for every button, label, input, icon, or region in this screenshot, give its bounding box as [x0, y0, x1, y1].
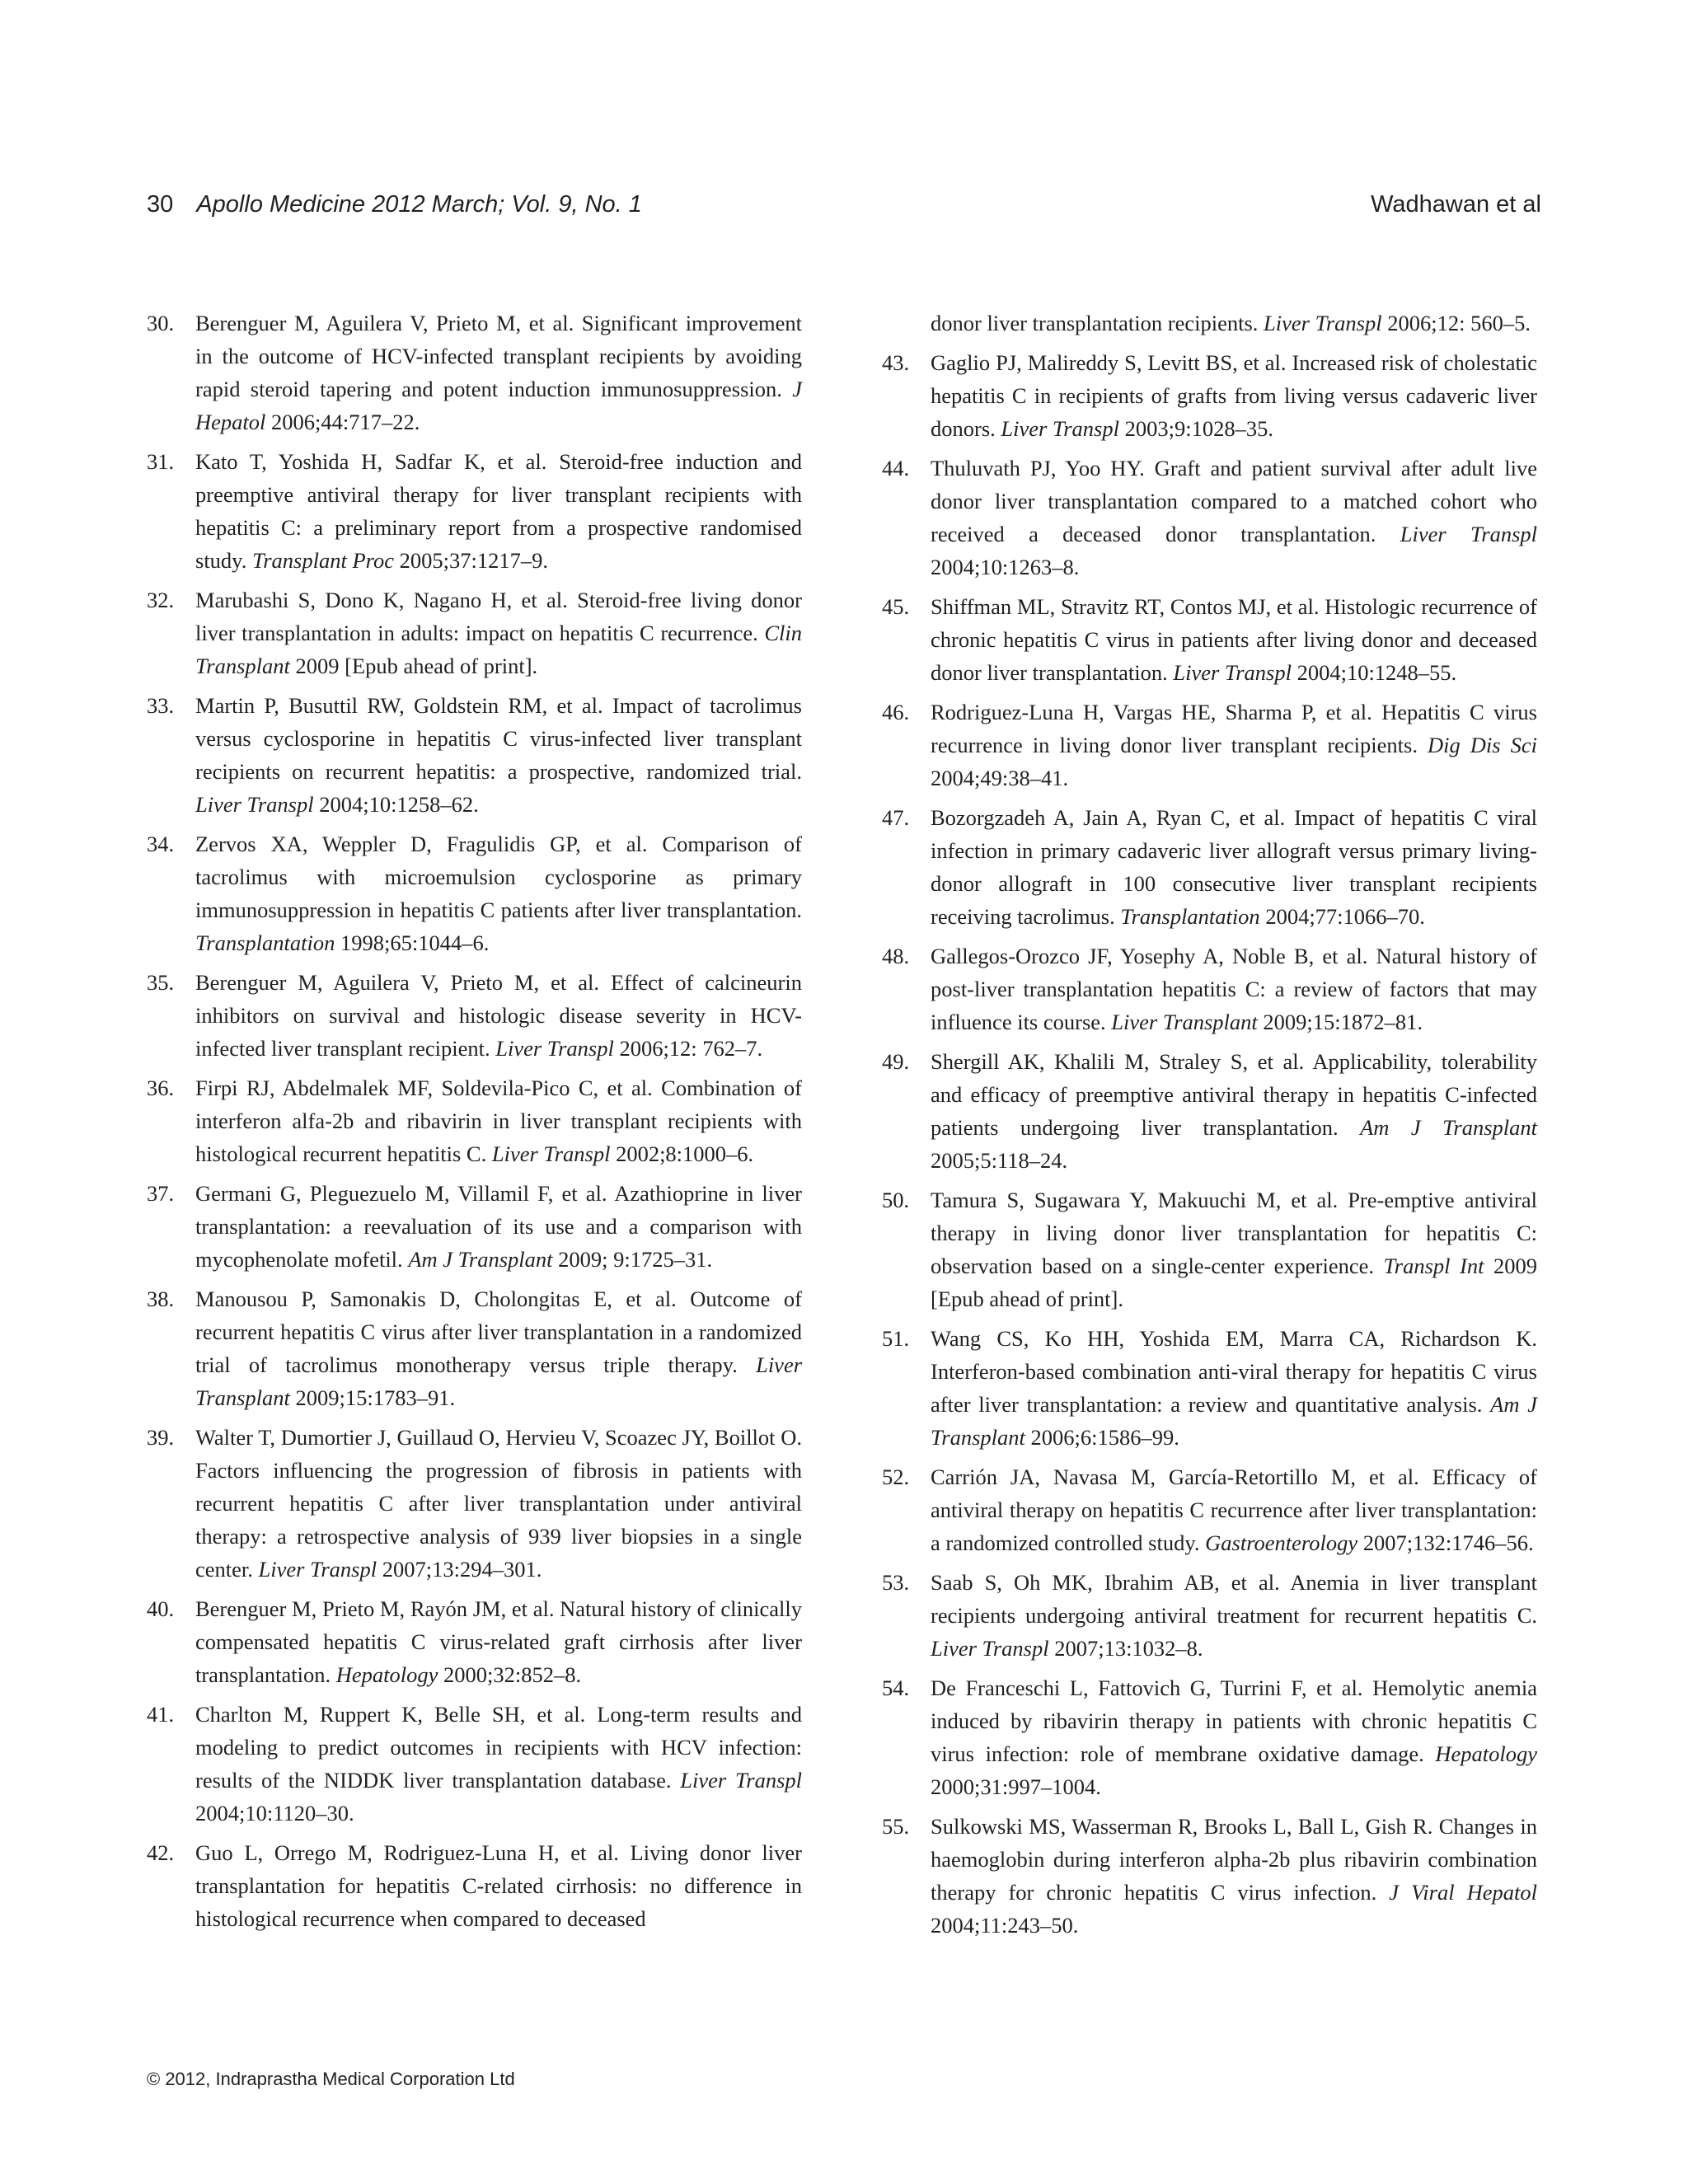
reference-text: Shergill AK, Khalili M, Straley S, et al. Applicability, tolerability and efficacy of preemptive antiviral therapy in hepatitis C-infected patients undergoing liver transplantation. — [931, 1049, 1537, 1140]
reference-text: Thuluvath PJ, Yoo HY. Graft and patient survival after adult live donor liver transplantation compared to a matched cohort who received a deceased donor transplantation. — [931, 456, 1537, 546]
reference-number: 32. — [147, 588, 175, 612]
reference-number: 46. — [882, 700, 910, 724]
reference-number: 51. — [882, 1326, 910, 1351]
reference-text: Shiffman ML, Stravitz RT, Contos MJ, et al. Histologic recurrence of chronic hepatitis C virus in patients after living donor and deceased donor liver transplantation. — [931, 594, 1537, 685]
reference-journal: Liver Transpl — [1400, 522, 1538, 546]
copyright-footer: © 2012, Indraprastha Medical Corporation Ltd — [147, 2069, 515, 2089]
reference-item — [882, 452, 1537, 583]
reference-citation: 2006;6:1586–99. — [1030, 1425, 1179, 1450]
reference-journal: Clin Transplant — [195, 621, 803, 678]
reference-text: donor liver transplantation recipients. — [931, 311, 1259, 335]
reference-journal: Dig Dis Sci — [1428, 733, 1538, 757]
reference-item — [882, 1460, 1537, 1559]
references-right-column — [882, 307, 1537, 1948]
reference-text: Rodriguez-Luna H, Vargas HE, Sharma P, et al. Hepatitis C virus recurrence in living donor liver transplant recipients. — [931, 700, 1537, 757]
reference-citation: 1998;65:1044–6. — [340, 930, 490, 955]
reference-text: Germani G, Pleguezuelo M, Villamil F, et al. Azathioprine in liver transplantation: a reevaluation of its use and a comparison with mycophenolate mofetil. — [195, 1181, 802, 1272]
reference-item — [882, 1810, 1537, 1942]
running-header-left — [147, 191, 642, 218]
reference-number: 33. — [147, 693, 175, 718]
reference-number: 55. — [882, 1814, 910, 1839]
reference-journal: Liver Transpl — [195, 792, 314, 817]
reference-number: 39. — [147, 1425, 175, 1450]
reference-journal: Liver Transpl — [1001, 416, 1119, 441]
reference-text: Carrión JA, Navasa M, García-Retortillo M, et al. Efficacy of antiviral therapy on hepatitis C recurrence after liver transplantation: a randomized controlled study. — [931, 1465, 1537, 1555]
reference-journal: Liver Transpl — [1264, 311, 1382, 335]
reference-journal: Transpl Int — [1383, 1254, 1484, 1278]
page-number: 30 — [147, 191, 174, 218]
reference-text: Martin P, Busuttil RW, Goldstein RM, et al. Impact of tacrolimus versus cyclosporine in hepatitis C virus-infected liver transplant recipients on recurrent hepatitis: a prospective, randomized trial. — [195, 693, 802, 784]
reference-text: Berenguer M, Prieto M, Rayón JM, et al. Natural history of clinically compensated hepatitis C virus-related graft cirrhosis after liver transplantation. — [195, 1596, 802, 1687]
reference-text: Wang CS, Ko HH, Yoshida EM, Marra CA, Richardson K. Interferon-based combination anti-viral therapy for hepatitis C virus after liver transplantation: a review and quantitative analysis. — [931, 1326, 1537, 1417]
reference-number: 42. — [147, 1840, 175, 1865]
reference-text: Sulkowski MS, Wasserman R, Brooks L, Ball L, Gish R. Changes in haemoglobin during interferon alpha-2b plus ribavirin combination therapy for chronic hepatitis C virus infection. — [931, 1814, 1537, 1905]
reference-number: 43. — [882, 350, 910, 375]
reference-continuation — [882, 307, 1537, 340]
reference-item — [882, 1566, 1537, 1665]
reference-journal: Gastroenterology — [1205, 1530, 1358, 1555]
reference-number: 47. — [882, 805, 910, 830]
reference-number: 50. — [882, 1188, 910, 1212]
reference-journal: Liver Transpl — [931, 1636, 1049, 1661]
reference-number: 37. — [147, 1181, 175, 1206]
reference-number: 36. — [147, 1076, 175, 1100]
reference-number: 41. — [147, 1702, 175, 1727]
reference-citation: 2004;10:1263–8. — [931, 555, 1080, 579]
reference-number: 54. — [882, 1675, 910, 1700]
reference-item — [882, 1045, 1537, 1177]
reference-number: 30. — [147, 311, 175, 335]
reference-item — [147, 1592, 802, 1691]
reference-number: 48. — [882, 944, 910, 968]
reference-text: Manousou P, Samonakis D, Cholongitas E, et al. Outcome of recurrent hepatitis C virus after liver transplantation in a randomized trial of tacrolimus monotherapy versus triple therapy. — [195, 1286, 802, 1377]
running-header-author: Wadhawan et al — [1371, 191, 1541, 218]
reference-item — [147, 1421, 802, 1586]
reference-item — [147, 1698, 802, 1830]
reference-citation: 2002;8:1000–6. — [616, 1141, 754, 1166]
reference-citation: 2009;15:1783–91. — [295, 1385, 456, 1410]
reference-journal: Liver Transpl — [680, 1768, 802, 1793]
reference-citation: 2004;77:1066–70. — [1265, 904, 1425, 929]
reference-number: 34. — [147, 832, 175, 856]
reference-citation: 2007;13:294–301. — [382, 1557, 542, 1582]
reference-number: 45. — [882, 594, 910, 619]
reference-item — [882, 590, 1537, 689]
journal-title: Apollo Medicine 2012 March; Vol. 9, No. 1 — [196, 191, 642, 218]
reference-citation: 2003;9:1028–35. — [1124, 416, 1273, 441]
reference-text: Firpi RJ, Abdelmalek MF, Soldevila-Pico C, et al. Combination of interferon alfa-2b and ribavirin in liver transplant recipients with histological recurrent hepatitis C. — [195, 1076, 802, 1166]
reference-citation: 2009 [Epub ahead of print]. — [295, 654, 538, 678]
reference-text: Charlton M, Ruppert K, Belle SH, et al. Long-term results and modeling to predict outcomes in recipients with HCV infection: results of the NIDDK liver transplantation database. — [195, 1702, 802, 1793]
reference-item — [147, 307, 802, 438]
reference-item — [147, 827, 802, 959]
reference-citation: 2004;10:1258–62. — [319, 792, 479, 817]
reference-citation: 2009;15:1872–81. — [1263, 1010, 1423, 1034]
reference-number: 35. — [147, 970, 175, 995]
reference-journal: Liver Transpl — [1173, 660, 1292, 685]
reference-text: Bozorgzadeh A, Jain A, Ryan C, et al. Impact of hepatitis C viral infection in primary cadaveric liver allograft versus primary living-donor allograft in 100 consecutive liver transplant recipients receiving tacrolimus. — [931, 805, 1537, 929]
reference-citation: 2005;37:1217–9. — [399, 548, 548, 573]
reference-citation: 2004;10:1248–55. — [1296, 660, 1457, 685]
reference-number: 44. — [882, 456, 910, 480]
reference-journal: Liver Transplant — [195, 1352, 803, 1410]
reference-journal: Transplantation — [195, 930, 335, 955]
reference-journal: Liver Transplant — [1111, 1010, 1258, 1034]
reference-journal: Am J Transplant — [931, 1392, 1537, 1450]
reference-item — [147, 1071, 802, 1170]
reference-journal: Hepatology — [1435, 1741, 1538, 1766]
reference-item — [147, 583, 802, 682]
reference-text: De Franceschi L, Fattovich G, Turrini F, et al. Hemolytic anemia induced by ribavirin therapy in patients with chronic hepatitis C virus infection: role of membrane oxidative damage. — [931, 1675, 1537, 1766]
reference-item — [147, 445, 802, 577]
reference-item — [882, 1183, 1537, 1315]
reference-text: Gaglio PJ, Malireddy S, Levitt BS, et al. Increased risk of cholestatic hepatitis C in recipients of grafts from living versus cadaveric liver donors. — [931, 350, 1537, 441]
reference-number: 38. — [147, 1286, 175, 1311]
reference-item — [882, 801, 1537, 933]
reference-citation: 2005;5:118–24. — [931, 1148, 1068, 1173]
reference-text: Berenguer M, Aguilera V, Prieto M, et al. Effect of calcineurin inhibitors on survival and histologic disease severity in HCV-infected liver transplant recipient. — [195, 970, 802, 1061]
reference-item — [147, 1282, 802, 1414]
reference-journal: Am J Transplant — [408, 1247, 553, 1272]
reference-text: Gallegos-Orozco JF, Yosephy A, Noble B, et al. Natural history of post-liver transplantation hepatitis C: a review of factors that may influence its course. — [931, 944, 1537, 1034]
reference-citation: 2004;11:243–50. — [931, 1913, 1079, 1938]
reference-text: Guo L, Orrego M, Rodriguez-Luna H, et al. Living donor liver transplantation for hepatitis C-related cirrhosis: no difference in histological recurrence when compared to deceased — [195, 1840, 802, 1931]
reference-citation: 2007;13:1032–8. — [1054, 1636, 1203, 1661]
reference-journal: J Hepatol — [195, 377, 802, 434]
reference-text: Walter T, Dumortier J, Guillaud O, Hervieu V, Scoazec JY, Boillot O. Factors influencing the progression of fibrosis in patients with recurrent hepatitis C after liver transplantation under antiviral therapy: a retrospective analysis of 939 liver biopsies in a single center. — [195, 1425, 802, 1582]
reference-citation: 2009 [Epub ahead of print]. — [931, 1254, 1538, 1311]
reference-journal: Liver Transpl — [495, 1036, 614, 1061]
reference-text: Kato T, Yoshida H, Sadfar K, et al. Steroid-free induction and preemptive antiviral therapy for liver transplant recipients with hepatitis C: a preliminary report from a prospective randomised study. — [195, 449, 802, 573]
reference-citation: 2000;32:852–8. — [443, 1662, 582, 1687]
reference-item — [882, 1322, 1537, 1454]
reference-citation: 2006;12: 560–5. — [1387, 311, 1531, 335]
reference-item — [882, 346, 1537, 445]
reference-number: 52. — [882, 1465, 910, 1489]
reference-item — [882, 1671, 1537, 1803]
reference-item — [147, 1177, 802, 1276]
reference-journal: Transplantation — [1120, 904, 1260, 929]
reference-citation: 2004;10:1120–30. — [195, 1801, 354, 1825]
reference-text: Berenguer M, Aguilera V, Prieto M, et al. Significant improvement in the outcome of HCV-infected transplant recipients by avoiding rapid steroid tapering and potent induction immunosuppression. — [195, 311, 802, 401]
reference-item — [147, 1836, 802, 1935]
reference-citation: 2006;44:717–22. — [271, 410, 420, 434]
references-left-column — [147, 307, 802, 1942]
reference-item — [147, 689, 802, 821]
reference-number: 40. — [147, 1596, 175, 1621]
reference-item — [147, 966, 802, 1065]
reference-number: 49. — [882, 1049, 910, 1074]
reference-citation: 2006;12: 762–7. — [619, 1036, 763, 1061]
reference-journal: Am J Transplant — [1360, 1115, 1537, 1140]
reference-text: Zervos XA, Weppler D, Fragulidis GP, et al. Comparison of tacrolimus with microemulsion cyclosporine as primary immunosuppression in hepatitis C patients after liver transplantation. — [195, 832, 802, 922]
reference-citation: 2007;132:1746–56. — [1362, 1530, 1534, 1555]
reference-journal: Hepatology — [335, 1662, 438, 1687]
reference-citation: 2004;49:38–41. — [931, 766, 1069, 790]
reference-journal: Liver Transpl — [491, 1141, 611, 1166]
reference-journal: J Viral Hepatol — [1389, 1880, 1537, 1905]
reference-citation: 2009; 9:1725–31. — [558, 1247, 713, 1272]
reference-journal: Transplant Proc — [251, 548, 394, 573]
reference-text: Tamura S, Sugawara Y, Makuuchi M, et al. Pre-emptive antiviral therapy in living donor liver transplantation for hepatitis C: observation based on a single-center experience. — [931, 1188, 1537, 1278]
reference-number: 31. — [147, 449, 175, 474]
reference-text: Marubashi S, Dono K, Nagano H, et al. Steroid-free living donor liver transplantation in adults: impact on hepatitis C recurrence. — [195, 588, 802, 645]
reference-item — [882, 940, 1537, 1038]
reference-item — [882, 696, 1537, 794]
reference-journal: Liver Transpl — [258, 1557, 377, 1582]
reference-text: Saab S, Oh MK, Ibrahim AB, et al. Anemia in liver transplant recipients undergoing antiviral treatment for recurrent hepatitis C. — [931, 1570, 1537, 1628]
reference-citation: 2000;31:997–1004. — [931, 1774, 1101, 1799]
reference-number: 53. — [882, 1570, 910, 1595]
